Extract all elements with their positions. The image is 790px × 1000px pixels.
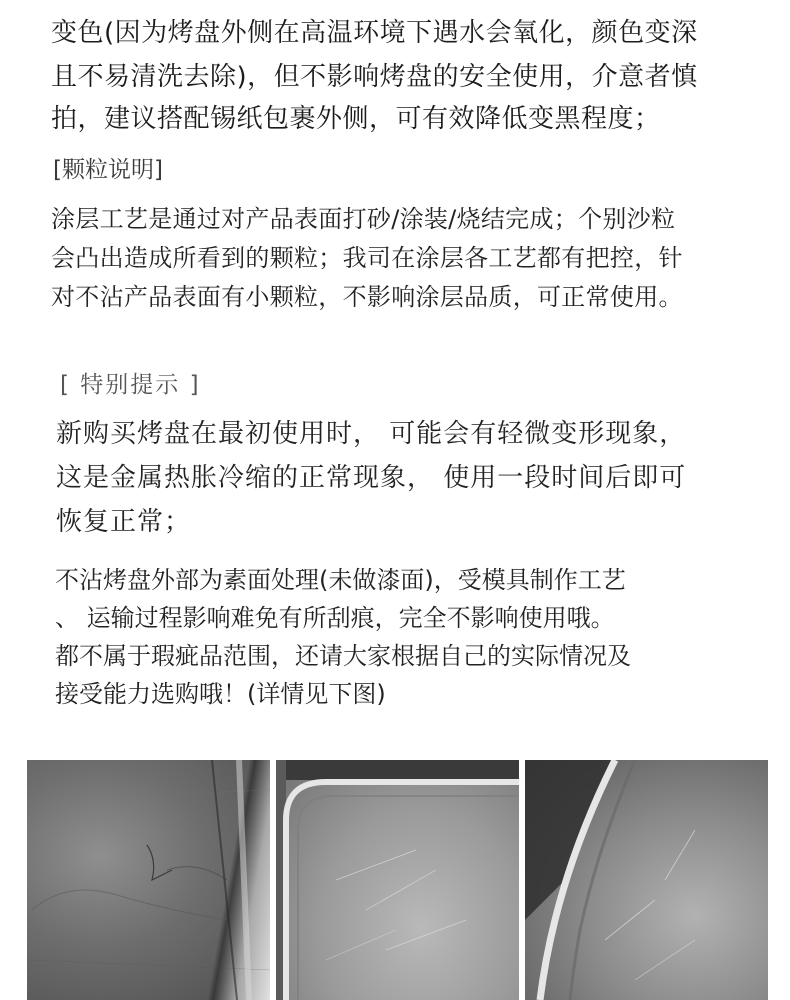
scratch-photo-edge — [525, 760, 768, 1000]
section-heading: [颗粒说明] — [53, 157, 163, 183]
scratch-photo-corner — [276, 760, 519, 1000]
text-line: 不沾烤盘外部为素面处理(未做漆面)，受模具制作工艺 — [55, 566, 626, 594]
text-line: 都不属于瑕疵品范围，还请大家根据自己的实际情况及 — [55, 642, 631, 670]
text-line: 变色(因为烤盘外侧在高温环境下遇水会氧化，颜色变深 — [51, 18, 698, 48]
text-line: 新购买烤盘在最初使用时， 可能会有轻微变形现象， — [56, 419, 687, 449]
section-heading: [ 特别提示 ] — [60, 372, 201, 398]
text-line: 、 运输过程影响难免有所刮痕，完全不影响使用哦。 — [55, 604, 615, 632]
text-line: 恢复正常； — [56, 507, 192, 537]
text-line: 接受能力选购哦！(详情见下图) — [55, 680, 386, 708]
scratch-photo-side — [27, 760, 270, 1000]
text-line: 拍，建议搭配锡纸包裹外侧，可有效降低变黑程度； — [51, 104, 661, 134]
text-line: 这是金属热胀冷缩的正常现象， 使用一段时间后即可 — [56, 463, 687, 493]
text-line: 会凸出造成所看到的颗粒；我司在涂层各工艺都有把控，针 — [51, 244, 683, 272]
text-line: 涂层工艺是通过对产品表面打砂/涂装/烧结完成；个别沙粒 — [51, 205, 676, 233]
text-line: 对不沾产品表面有小颗粒，不影响涂层品质，可正常使用。 — [51, 283, 683, 311]
text-line: 且不易清洗去除)，但不影响烤盘的安全使用，介意者慎 — [51, 62, 698, 92]
